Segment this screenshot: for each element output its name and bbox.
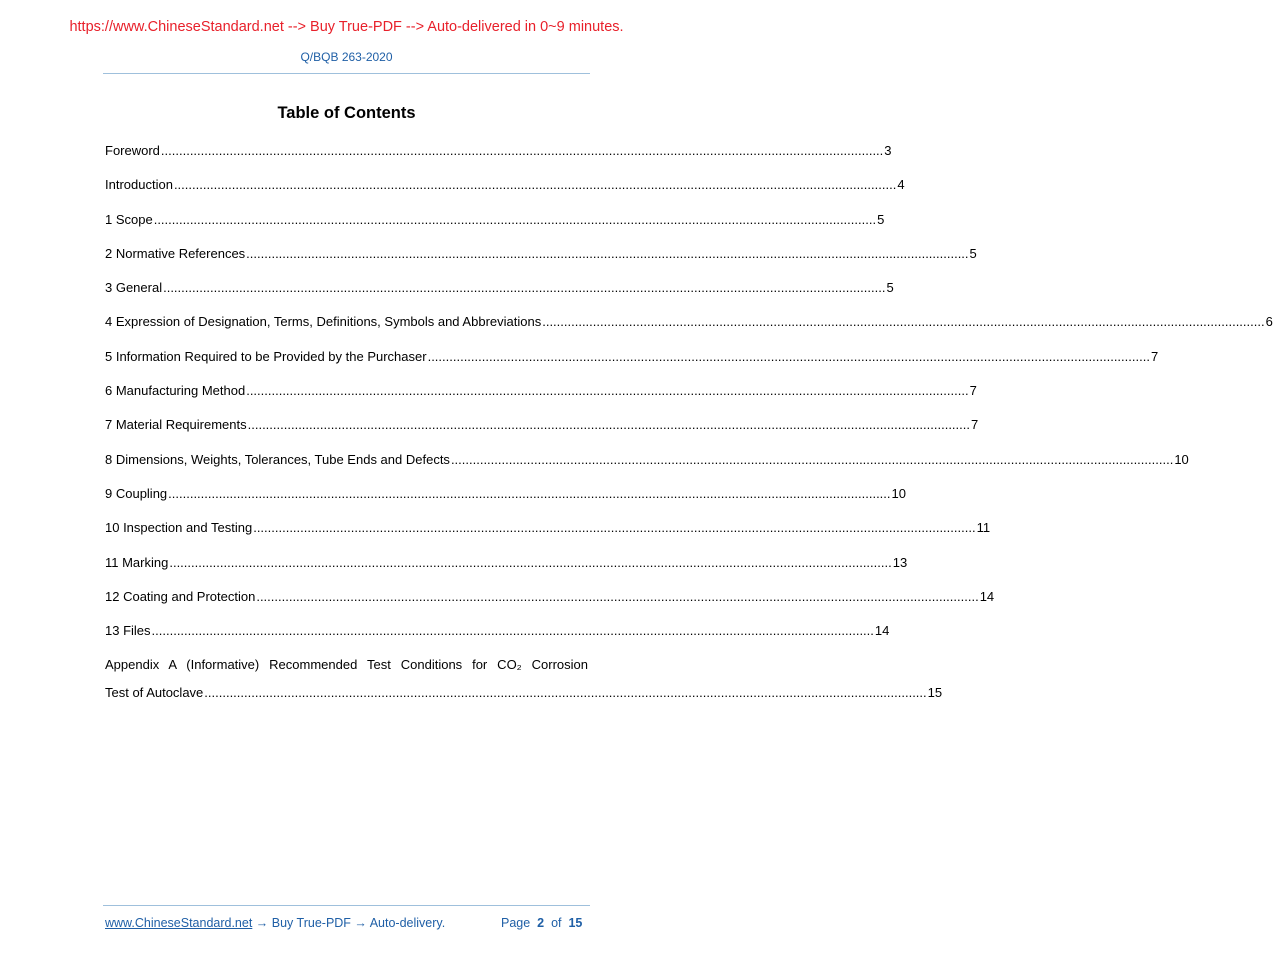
toc-entry-label: 4 Expression of Designation, Terms, Definitions, Symbols and Abbreviations bbox=[105, 314, 542, 330]
document-code: Q/BQB 263-2020 bbox=[300, 50, 393, 64]
header-divider bbox=[103, 73, 590, 74]
toc-entry-label: 1 Scope bbox=[105, 211, 153, 227]
toc-entry[interactable] bbox=[105, 623, 890, 657]
toc-entry-page: 10 bbox=[891, 485, 906, 501]
toc-entry-label: 12 Coating and Protection bbox=[105, 588, 256, 604]
toc-entry[interactable] bbox=[105, 588, 995, 623]
promo-banner: https://www.ChineseStandard.net --> Buy True-PDF --> Auto-delivered in 0~9 minutes. bbox=[69, 19, 624, 35]
toc-entry-label: 5 Information Required to be Provided by the Purchaser bbox=[105, 348, 427, 364]
toc-entry-page: 3 bbox=[884, 143, 892, 158]
toc-entry-label: 11 Marking bbox=[105, 554, 169, 570]
toc-leader: ........................................................................................................................................................................................................ bbox=[163, 280, 886, 296]
toc-entry-page: 5 bbox=[969, 245, 977, 261]
toc-entry-page: 7 bbox=[1150, 348, 1159, 364]
toc-entry[interactable] bbox=[105, 143, 892, 177]
toc-entry-page: 11 bbox=[976, 520, 991, 536]
toc-entry-page: 6 bbox=[1265, 314, 1273, 330]
footer-link[interactable] bbox=[105, 916, 445, 930]
toc-entry-page: 5 bbox=[877, 211, 885, 227]
toc-entry-page: 13 bbox=[892, 554, 908, 570]
toc-entry-page: 7 bbox=[971, 417, 979, 433]
toc-entry-label: 8 Dimensions, Weights, Tolerances, Tube Ends and Defects bbox=[105, 451, 450, 467]
toc-entry-label: 2 Normative References bbox=[105, 245, 246, 261]
toc-entry[interactable] bbox=[105, 554, 908, 589]
page-title: Table of Contents bbox=[277, 104, 416, 122]
toc-entry[interactable] bbox=[105, 417, 979, 451]
toc-entry[interactable] bbox=[105, 280, 894, 314]
toc-entry[interactable] bbox=[105, 520, 991, 554]
toc-entry-label: 13 Files bbox=[105, 623, 151, 639]
toc-leader: ........................................................................................................................................................................................................ bbox=[246, 245, 969, 261]
toc-entry[interactable] bbox=[105, 485, 906, 520]
toc-entry[interactable] bbox=[105, 348, 1159, 383]
toc-entry[interactable] bbox=[105, 245, 977, 280]
toc-entry-label: Test of Autoclave bbox=[105, 685, 204, 701]
page-total: 15 bbox=[568, 916, 583, 930]
toc-leader: ........................................................................................................................................................................................................ bbox=[169, 554, 892, 570]
toc-entry-page: 7 bbox=[969, 383, 977, 399]
toc-entry-label: Introduction bbox=[105, 177, 173, 193]
toc-entry-page: 10 bbox=[1174, 451, 1189, 467]
toc-entry-label: 6 Manufacturing Method bbox=[105, 383, 246, 399]
toc-entry-page: 5 bbox=[886, 280, 894, 296]
toc-leader: ........................................................................................................................................................................................................ bbox=[153, 211, 877, 227]
footer-link-tail: → Buy True-PDF → Auto-delivery. bbox=[252, 916, 446, 930]
toc-entry-label: 10 Inspection and Testing bbox=[105, 520, 253, 536]
footer-site-link[interactable]: www.ChineseStandard.net bbox=[105, 916, 253, 930]
toc-entry-page: 15 bbox=[927, 685, 943, 701]
toc-entry-label: 9 Coupling bbox=[105, 485, 168, 501]
toc-entry-page: 14 bbox=[874, 623, 890, 639]
page-word: Page bbox=[501, 916, 531, 930]
page-current: 2 bbox=[537, 916, 545, 930]
toc-entry[interactable] bbox=[105, 383, 977, 417]
toc-leader: ........................................................................................................................................................................................................ bbox=[173, 177, 897, 193]
table-of-contents bbox=[105, 143, 1273, 720]
page-of: of bbox=[551, 916, 562, 930]
toc-leader: ........................................................................................................................................................................................................ bbox=[168, 485, 891, 501]
toc-entry[interactable] bbox=[105, 177, 905, 211]
toc-entry-label: 7 Material Requirements bbox=[105, 417, 247, 433]
toc-leader: ........................................................................................................................................................................................................ bbox=[450, 451, 1174, 467]
toc-leader: ........................................................................................................................................................................................................ bbox=[246, 383, 969, 399]
page-indicator bbox=[501, 916, 582, 930]
toc-entry-label: 3 General bbox=[105, 280, 163, 296]
toc-entry-page: 14 bbox=[979, 588, 995, 604]
toc-leader: ........................................................................................................................................................................................................ bbox=[160, 143, 884, 158]
toc-entry[interactable] bbox=[105, 211, 885, 246]
toc-entry[interactable] bbox=[105, 451, 1189, 486]
toc-leader: ........................................................................................................................................................................................................ bbox=[542, 314, 1265, 330]
toc-leader: ........................................................................................................................................................................................................ bbox=[427, 348, 1150, 364]
toc-entry-label: Foreword bbox=[105, 143, 160, 158]
toc-entry-page: 4 bbox=[897, 177, 905, 193]
toc-leader: ........................................................................................................................................................................................................ bbox=[204, 685, 927, 701]
toc-appendix-line[interactable]: Appendix A (Informative) Recommended Test Conditions for CO₂ Corrosion bbox=[105, 657, 588, 673]
toc-leader: ........................................................................................................................................................................................................ bbox=[247, 417, 970, 433]
footer-divider bbox=[103, 905, 590, 906]
toc-leader: ........................................................................................................................................................................................................ bbox=[253, 520, 976, 536]
toc-entry-appendix[interactable] bbox=[105, 685, 943, 719]
toc-entry[interactable] bbox=[105, 314, 1273, 348]
toc-leader: ........................................................................................................................................................................................................ bbox=[256, 588, 979, 604]
toc-leader: ........................................................................................................................................................................................................ bbox=[151, 623, 874, 639]
